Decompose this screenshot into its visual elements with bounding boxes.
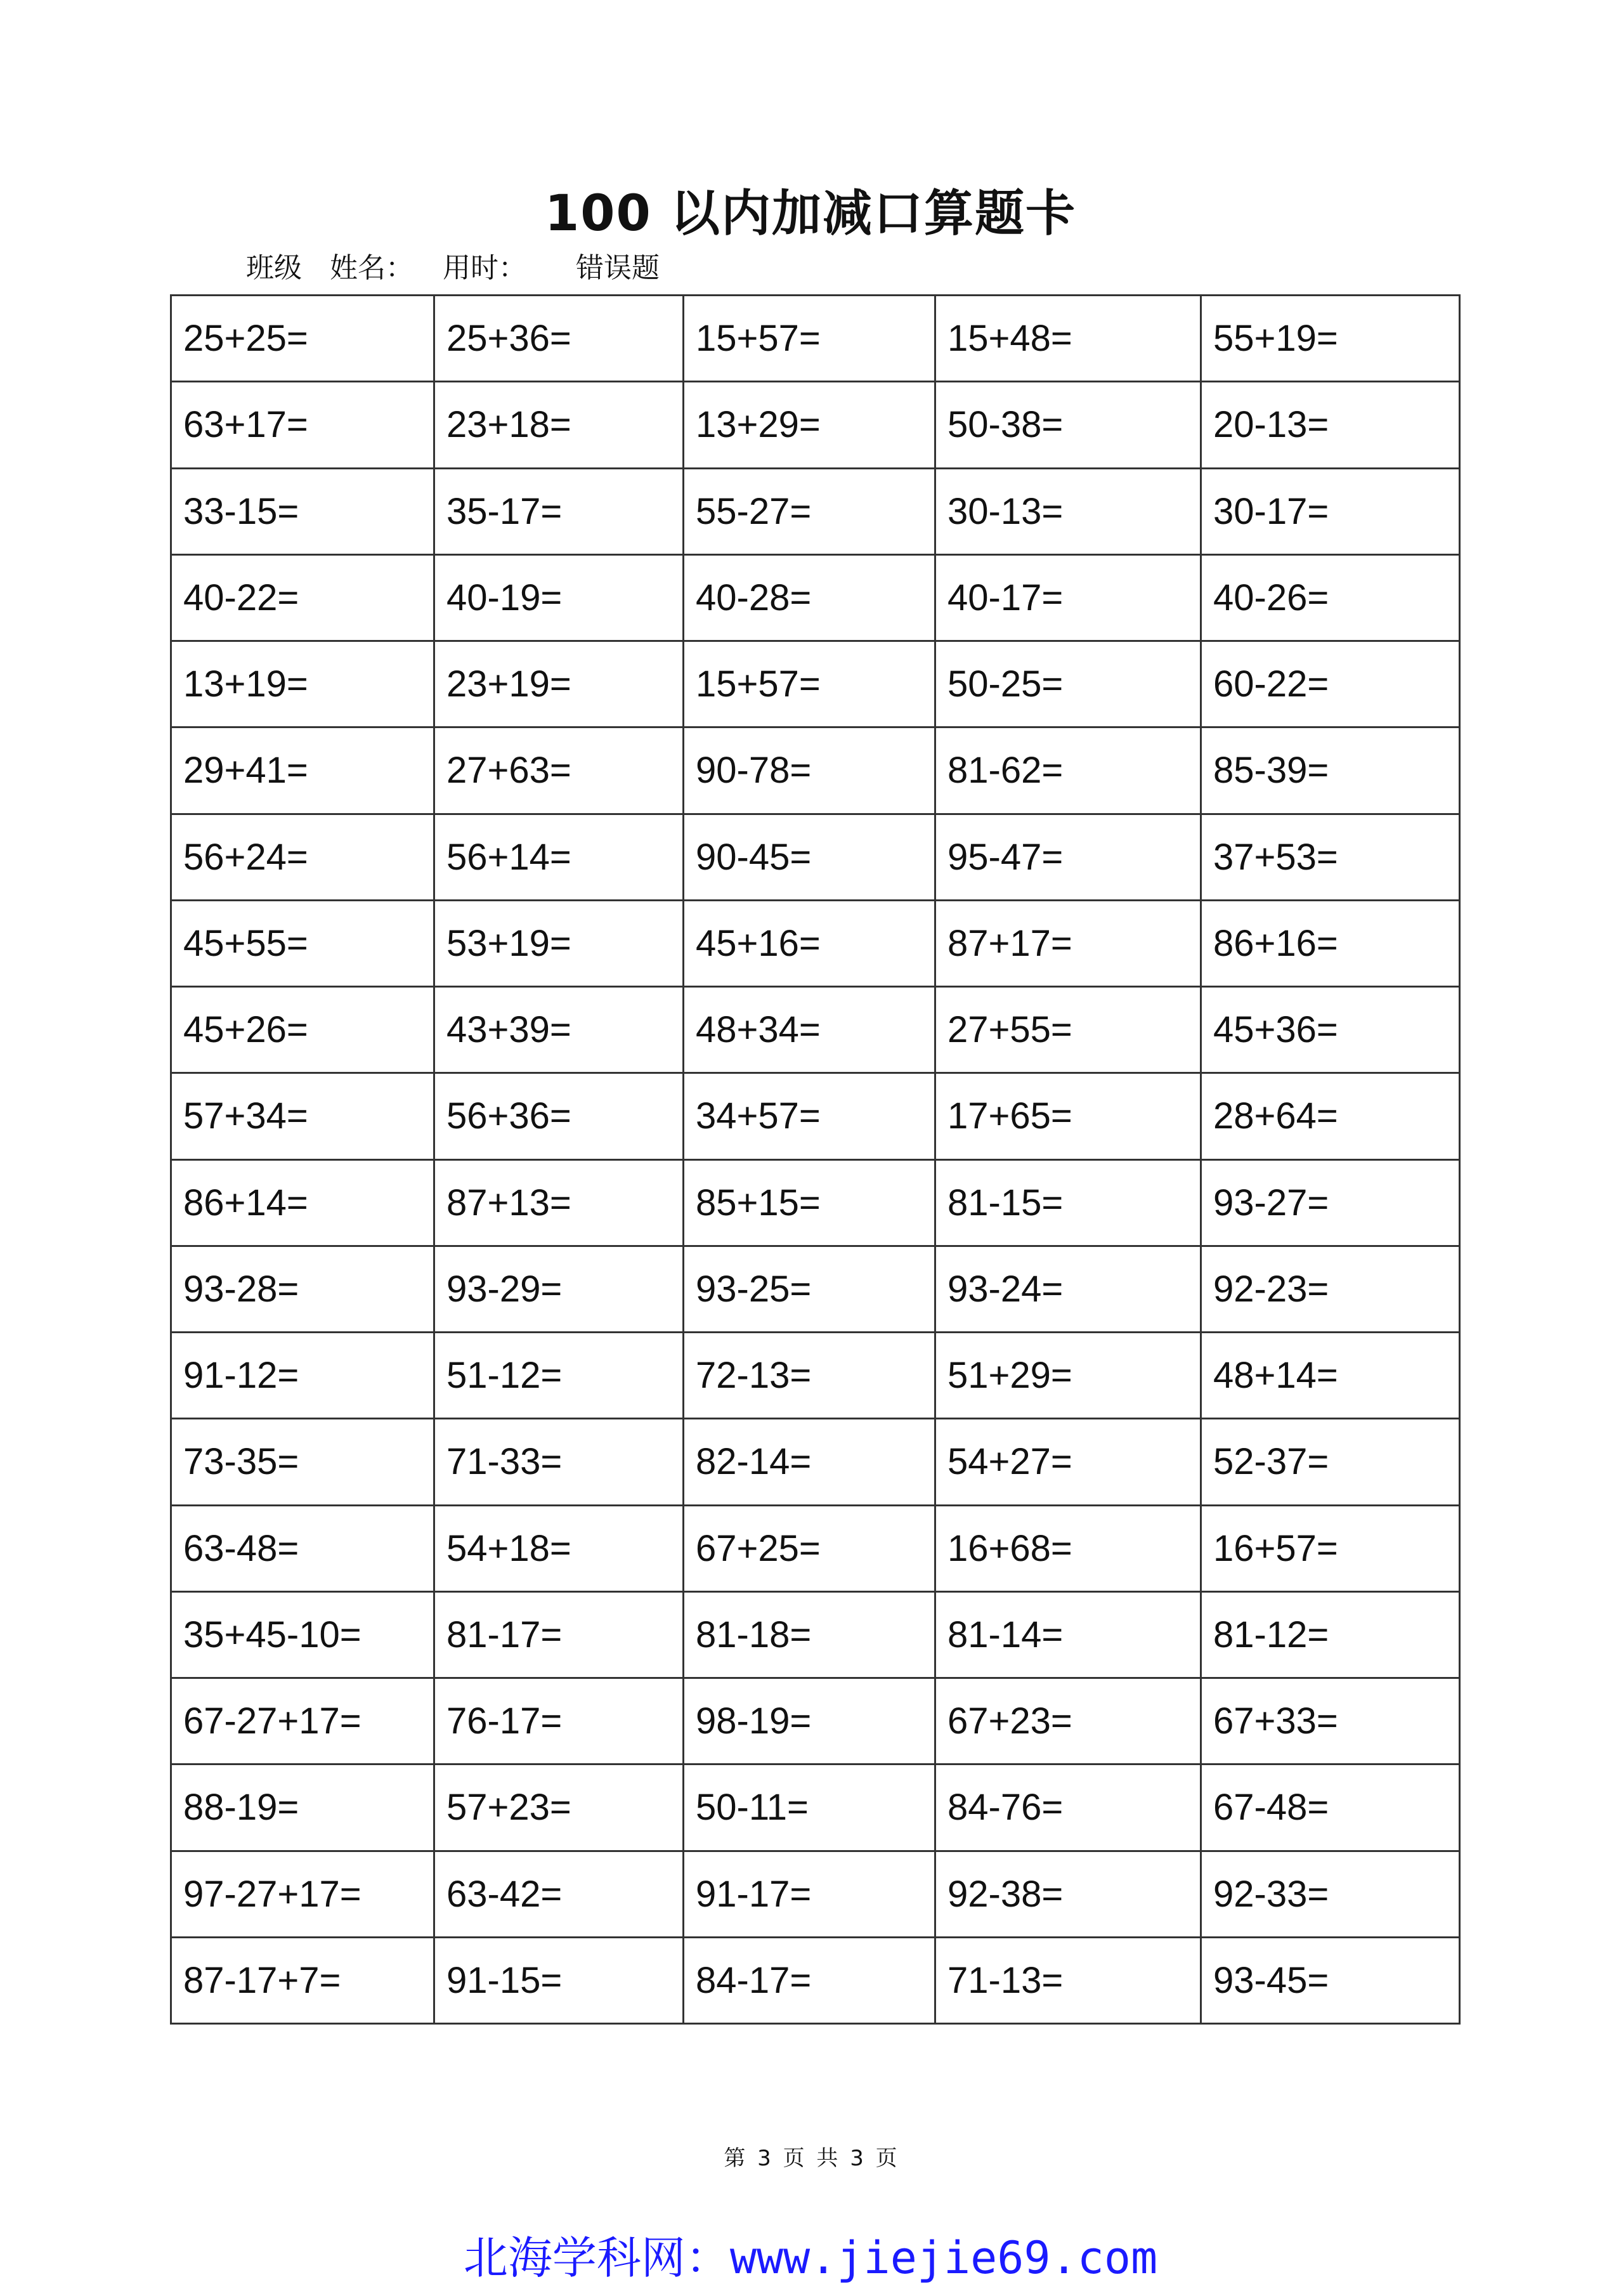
problem-cell: 85-39= <box>1201 727 1460 814</box>
problem-cell: 27+55= <box>935 987 1201 1073</box>
problem-cell: 34+57= <box>684 1073 935 1159</box>
problem-cell: 40-22= <box>171 554 434 641</box>
problem-cell: 50-11= <box>684 1764 935 1851</box>
problem-cell: 76-17= <box>434 1678 684 1764</box>
problem-cell: 81-18= <box>684 1591 935 1678</box>
problem-cell: 40-26= <box>1201 554 1460 641</box>
problem-cell: 40-19= <box>434 554 684 641</box>
problem-cell: 45+16= <box>684 900 935 986</box>
problem-cell: 43+39= <box>434 987 684 1073</box>
problem-cell: 45+26= <box>171 987 434 1073</box>
problem-cell: 28+64= <box>1201 1073 1460 1159</box>
problem-cell: 25+25= <box>171 296 434 382</box>
watermark-url: www.jiejie69.com <box>729 2232 1158 2284</box>
problem-cell: 84-17= <box>684 1937 935 2023</box>
problem-cell: 93-27= <box>1201 1159 1460 1246</box>
problem-cell: 88-19= <box>171 1764 434 1851</box>
problem-cell: 13+19= <box>171 641 434 727</box>
time-label: 用时： <box>443 252 526 284</box>
problem-cell: 48+34= <box>684 987 935 1073</box>
problem-cell: 52-37= <box>1201 1419 1460 1505</box>
problem-cell: 81-15= <box>935 1159 1201 1246</box>
problem-cell: 71-13= <box>935 1937 1201 2023</box>
problem-cell: 84-76= <box>935 1764 1201 1851</box>
problem-cell: 81-14= <box>935 1591 1201 1678</box>
problem-cell: 93-28= <box>171 1246 434 1332</box>
problem-row <box>171 987 1460 1073</box>
watermark <box>0 2226 1621 2290</box>
problem-cell: 87+13= <box>434 1159 684 1246</box>
problem-cell: 92-38= <box>935 1851 1201 1937</box>
problem-cell: 16+57= <box>1201 1505 1460 1591</box>
problem-cell: 86+16= <box>1201 900 1460 986</box>
problem-cell: 90-45= <box>684 814 935 900</box>
problem-cell: 33-15= <box>171 468 434 554</box>
problem-cell: 81-17= <box>434 1591 684 1678</box>
problem-cell: 93-45= <box>1201 1937 1460 2023</box>
problem-cell: 72-13= <box>684 1333 935 1419</box>
problem-cell: 17+65= <box>935 1073 1201 1159</box>
problem-cell: 55+19= <box>1201 296 1460 382</box>
problem-cell: 73-35= <box>171 1419 434 1505</box>
problem-cell: 85+15= <box>684 1159 935 1246</box>
problem-row <box>171 1591 1460 1678</box>
problem-cell: 35-17= <box>434 468 684 554</box>
problem-cell: 56+14= <box>434 814 684 900</box>
problem-cell: 81-62= <box>935 727 1201 814</box>
errors-label: 错误题 <box>576 252 660 284</box>
problem-row <box>171 1419 1460 1505</box>
problem-row <box>171 1937 1460 2023</box>
problem-cell: 54+27= <box>935 1419 1201 1505</box>
problem-row <box>171 1678 1460 1764</box>
problem-row <box>171 382 1460 468</box>
page-number: 第 3 页 共 3 页 <box>724 2146 897 2171</box>
problem-cell: 50-38= <box>935 382 1201 468</box>
problem-cell: 91-17= <box>684 1851 935 1937</box>
problem-cell: 30-17= <box>1201 468 1460 554</box>
problem-cell: 30-13= <box>935 468 1201 554</box>
problem-row <box>171 727 1460 814</box>
problem-cell: 23+18= <box>434 382 684 468</box>
problem-row <box>171 1505 1460 1591</box>
problem-cell: 91-15= <box>434 1937 684 2023</box>
problem-row <box>171 296 1460 382</box>
problem-cell: 82-14= <box>684 1419 935 1505</box>
problem-cell: 48+14= <box>1201 1333 1460 1419</box>
problem-cell: 67-48= <box>1201 1764 1460 1851</box>
problem-cell: 97-27+17= <box>171 1851 434 1937</box>
problem-cell: 25+36= <box>434 296 684 382</box>
problem-cell: 98-19= <box>684 1678 935 1764</box>
name-label: 姓名： <box>330 252 413 284</box>
problem-cell: 51-12= <box>434 1333 684 1419</box>
problem-cell: 63+17= <box>171 382 434 468</box>
class-label: 班级 <box>246 252 302 284</box>
problem-cell: 15+57= <box>684 641 935 727</box>
problem-cell: 23+19= <box>434 641 684 727</box>
problem-cell: 27+63= <box>434 727 684 814</box>
problem-cell: 54+18= <box>434 1505 684 1591</box>
problem-cell: 67+25= <box>684 1505 935 1591</box>
problem-cell: 15+57= <box>684 296 935 382</box>
problem-cell: 87+17= <box>935 900 1201 986</box>
problem-cell: 67-27+17= <box>171 1678 434 1764</box>
problem-cell: 13+29= <box>684 382 935 468</box>
problem-cell: 56+36= <box>434 1073 684 1159</box>
problem-grid <box>170 294 1461 2025</box>
problem-row <box>171 641 1460 727</box>
problem-cell: 40-28= <box>684 554 935 641</box>
problem-row <box>171 1246 1460 1332</box>
problem-row <box>171 554 1460 641</box>
problem-cell: 86+14= <box>171 1159 434 1246</box>
problem-cell: 67+33= <box>1201 1678 1460 1764</box>
problem-cell: 37+53= <box>1201 814 1460 900</box>
problem-row <box>171 814 1460 900</box>
problem-cell: 71-33= <box>434 1419 684 1505</box>
problem-cell: 45+36= <box>1201 987 1460 1073</box>
problem-cell: 93-24= <box>935 1246 1201 1332</box>
problem-cell: 35+45-10= <box>171 1591 434 1678</box>
problem-cell: 60-22= <box>1201 641 1460 727</box>
problem-cell: 29+41= <box>171 727 434 814</box>
problem-grid-body <box>171 296 1460 2024</box>
problem-cell: 92-23= <box>1201 1246 1460 1332</box>
problem-cell: 92-33= <box>1201 1851 1460 1937</box>
problem-cell: 93-29= <box>434 1246 684 1332</box>
problem-row <box>171 1851 1460 1937</box>
problem-cell: 45+55= <box>171 900 434 986</box>
problem-row <box>171 1333 1460 1419</box>
problem-cell: 63-42= <box>434 1851 684 1937</box>
problem-row <box>171 1073 1460 1159</box>
problem-cell: 16+68= <box>935 1505 1201 1591</box>
problem-cell: 56+24= <box>171 814 434 900</box>
problem-cell: 95-47= <box>935 814 1201 900</box>
problem-cell: 81-12= <box>1201 1591 1460 1678</box>
problem-cell: 91-12= <box>171 1333 434 1419</box>
problem-cell: 55-27= <box>684 468 935 554</box>
problem-cell: 51+29= <box>935 1333 1201 1419</box>
problem-row <box>171 1764 1460 1851</box>
problem-cell: 15+48= <box>935 296 1201 382</box>
page-title: 100 以内加减口算题卡 <box>545 185 1076 242</box>
problem-row <box>171 1159 1460 1246</box>
problem-cell: 90-78= <box>684 727 935 814</box>
problem-cell: 57+34= <box>171 1073 434 1159</box>
problem-cell: 93-25= <box>684 1246 935 1332</box>
watermark-site-name: 北海学科网： <box>463 2232 730 2284</box>
problem-cell: 87-17+7= <box>171 1937 434 2023</box>
problem-cell: 63-48= <box>171 1505 434 1591</box>
problem-cell: 40-17= <box>935 554 1201 641</box>
problem-cell: 50-25= <box>935 641 1201 727</box>
problem-row <box>171 468 1460 554</box>
problem-cell: 53+19= <box>434 900 684 986</box>
problem-cell: 57+23= <box>434 1764 684 1851</box>
problem-row <box>171 900 1460 986</box>
problem-cell: 67+23= <box>935 1678 1201 1764</box>
problem-cell: 20-13= <box>1201 382 1460 468</box>
